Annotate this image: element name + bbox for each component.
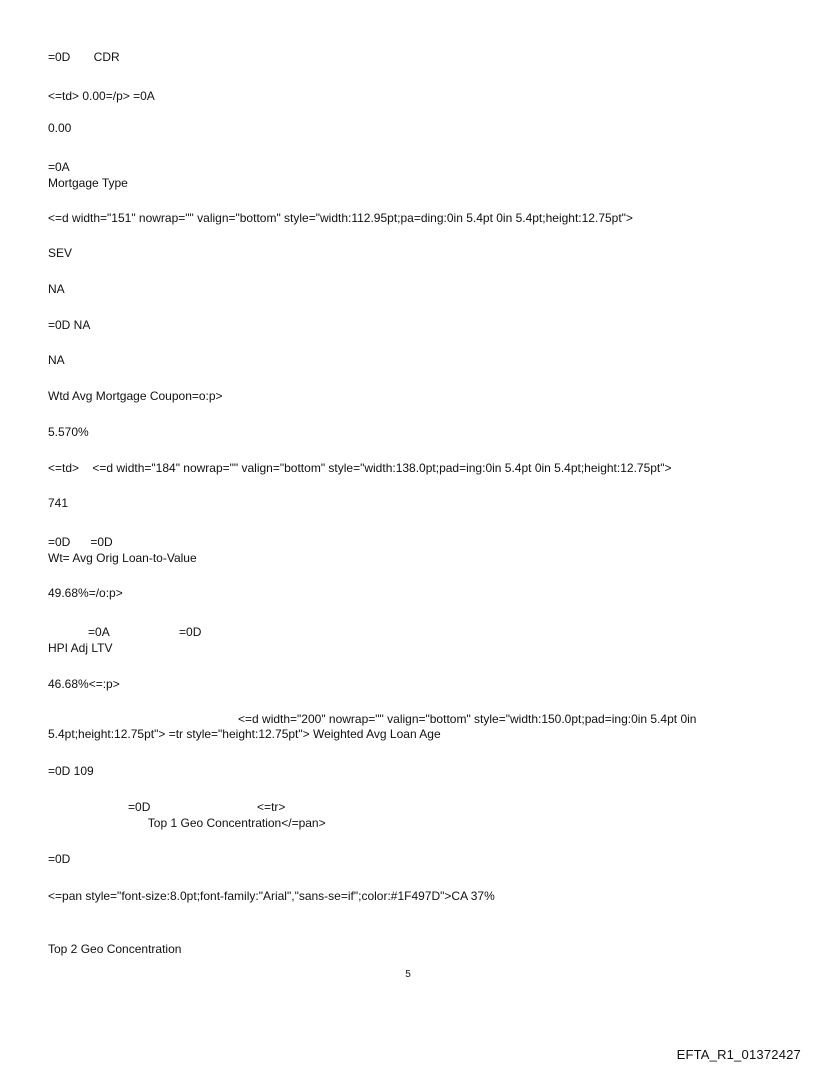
text-line: =0D NA bbox=[48, 318, 91, 332]
text-line: =0A bbox=[48, 160, 70, 174]
text-line: =0A =0D bbox=[48, 625, 202, 639]
text-line: HPI Adj LTV bbox=[48, 641, 113, 655]
text-line: =0D 109 bbox=[48, 764, 94, 778]
text-line: Mortgage Type bbox=[48, 176, 128, 190]
text-line: Top 1 Geo Concentration</=pan> bbox=[48, 816, 326, 830]
text-line: 5.570% bbox=[48, 425, 89, 439]
text-line: 741 bbox=[48, 496, 69, 510]
document-id: EFTA_R1_01372427 bbox=[676, 1047, 801, 1062]
text-line: <=td> <=d width="184" nowrap="" valign="bottom" style="width:138.0pt;pad=ing:0in 5.4pt 0in 5.4pt;height:12.75pt"> bbox=[48, 461, 672, 475]
page-number: 5 bbox=[405, 969, 411, 980]
text-line: NA bbox=[48, 353, 65, 367]
text-line: =0D <=tr> bbox=[48, 800, 286, 814]
text-line: 0.00 bbox=[48, 121, 72, 135]
text-line: <=pan style="font-size:8.0pt;font-family:"Arial","sans-se=if";color:#1F497D">CA 37% bbox=[48, 889, 495, 903]
text-line: =0D bbox=[48, 852, 71, 866]
text-line: Top 2 Geo Concentration bbox=[48, 942, 182, 956]
text-line: 49.68%=/o:p> bbox=[48, 586, 123, 600]
text-line: =0D CDR bbox=[48, 50, 120, 64]
text-line: Wt= Avg Orig Loan-to-Value bbox=[48, 551, 197, 565]
text-line: NA bbox=[48, 282, 65, 296]
text-line: SEV bbox=[48, 246, 73, 260]
text-line: =0D =0D bbox=[48, 535, 113, 549]
text-line: <=d width="151" nowrap="" valign="bottom" style="width:112.95pt;pa=ding:0in 5.4pt 0in 5.4pt;height:12.75pt"> bbox=[48, 211, 633, 225]
text-line: 46.68%<=:p> bbox=[48, 677, 120, 691]
text-line: <=d width="200" nowrap="" valign="bottom" style="width:150.0pt;pad=ing:0in 5.4pt 0in 5.4pt;height:12.75pt"> =tr style="height:12.75pt"> Weighted Avg Loan Age bbox=[48, 712, 697, 741]
text-line: Wtd Avg Mortgage Coupon=o:p> bbox=[48, 389, 223, 403]
text-line: <=td> 0.00=/p> =0A bbox=[48, 89, 155, 103]
